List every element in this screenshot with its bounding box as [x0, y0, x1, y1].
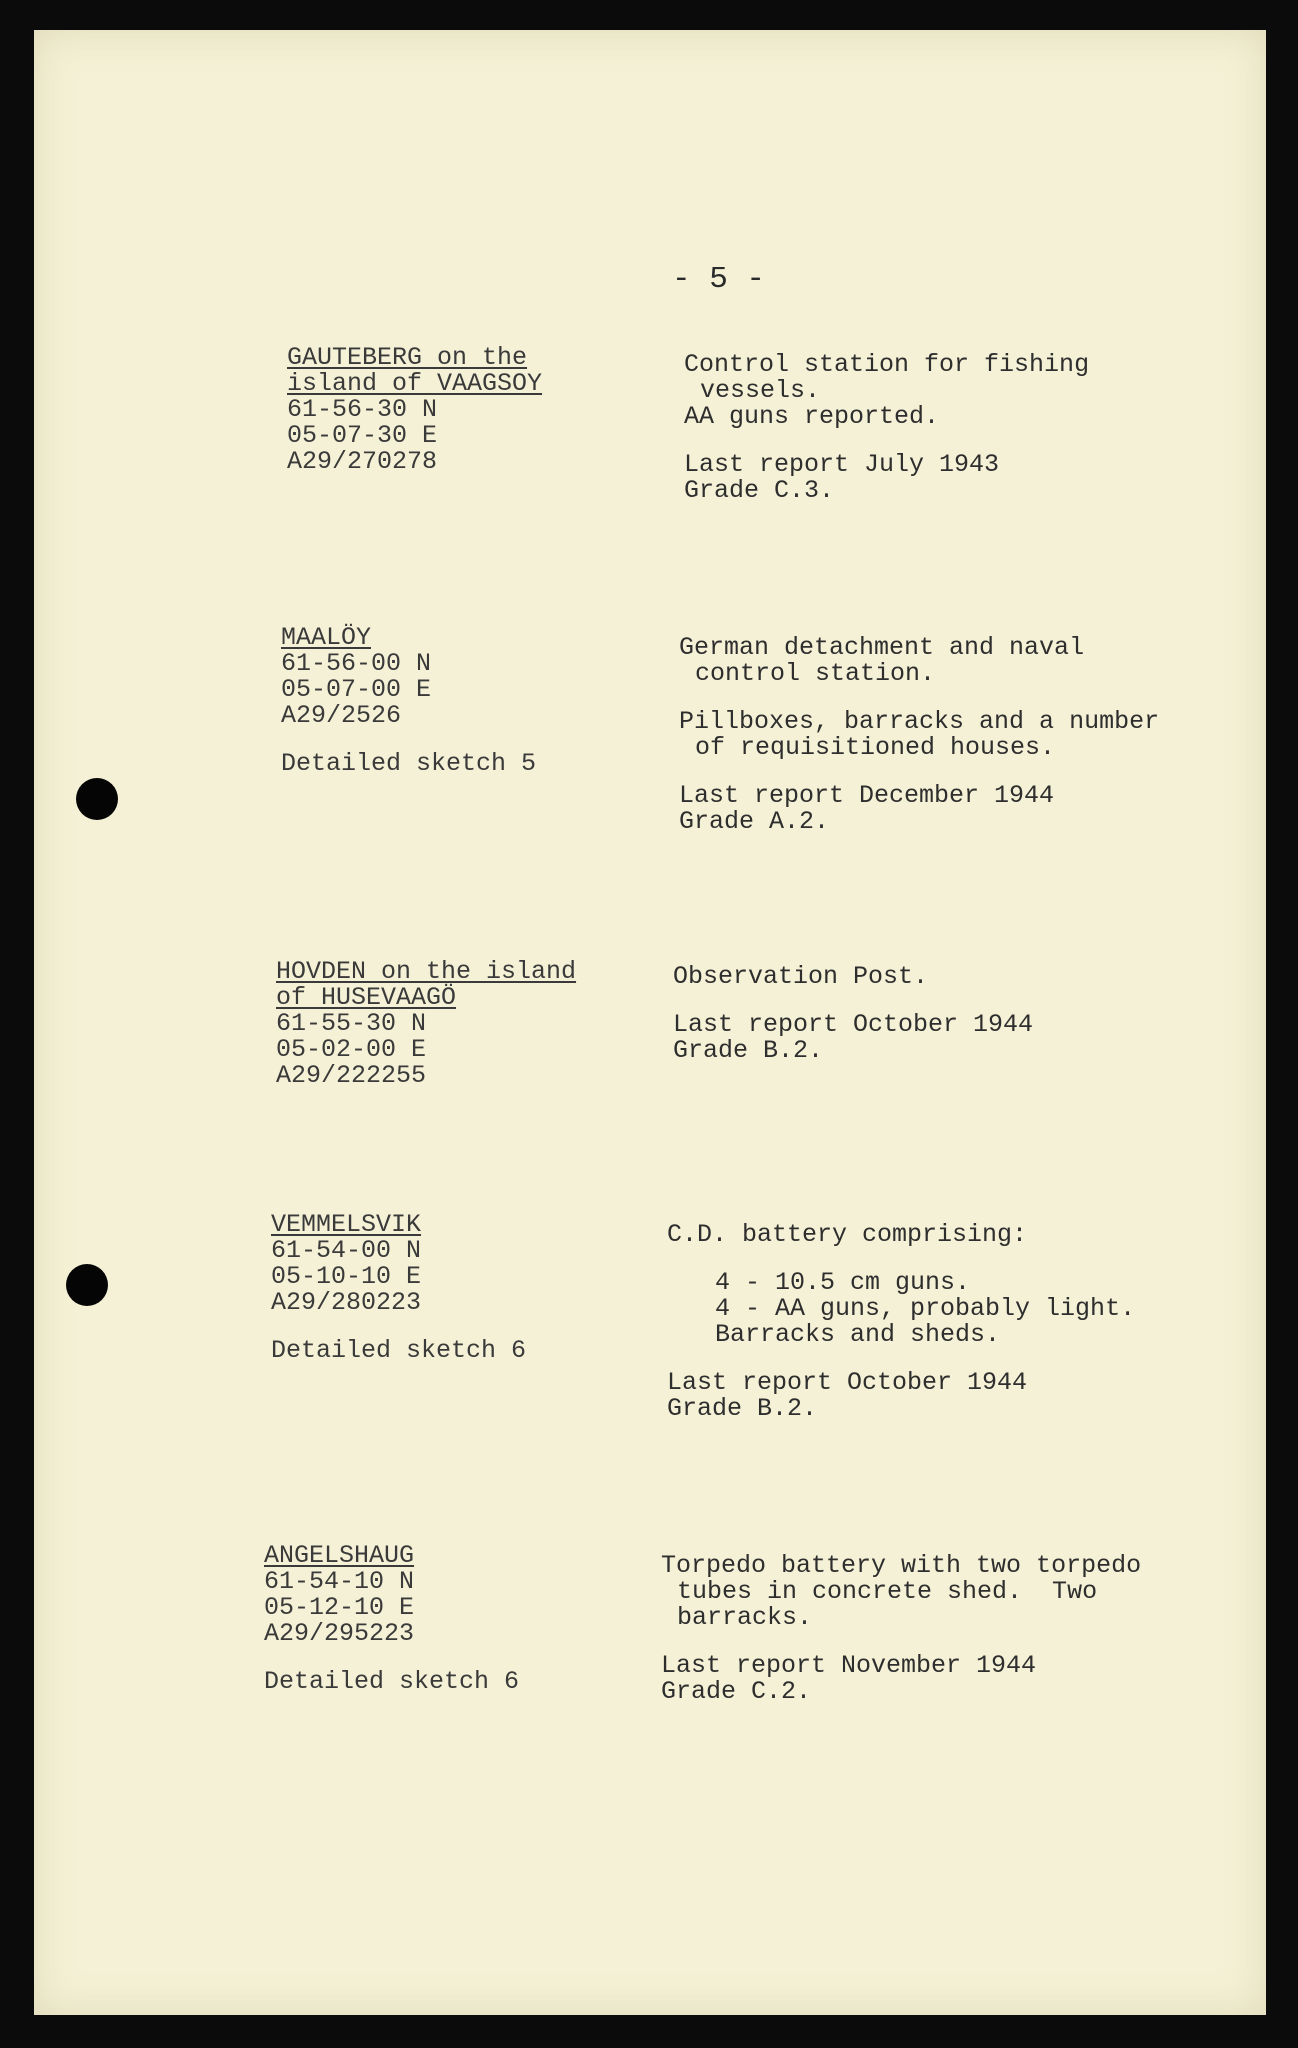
description-block — [684, 352, 1089, 504]
last-report: Last report October 1944 — [667, 1368, 1028, 1397]
location-name: HOVDEN on the island — [276, 957, 577, 986]
location-block — [271, 1212, 526, 1364]
page-number: - 5 - — [672, 262, 766, 297]
map-reference: A29/2526 — [281, 701, 402, 730]
description-line: tubes in concrete shed. Two — [677, 1577, 1098, 1606]
report-status — [684, 452, 1089, 504]
description-paragraph — [679, 709, 1159, 761]
latitude: 61-54-00 N — [271, 1236, 422, 1265]
description-line: AA guns reported. — [684, 402, 940, 431]
location-block — [264, 1543, 519, 1695]
description-paragraph — [667, 1270, 1135, 1348]
description-block — [673, 964, 1033, 1064]
punch-hole-upper — [76, 778, 118, 820]
location-name: VEMMELSVIK — [271, 1210, 422, 1239]
longitude: 05-07-00 E — [281, 675, 432, 704]
punch-hole-lower — [66, 1264, 108, 1306]
latitude: 61-56-30 N — [287, 395, 438, 424]
description-line: Control station for fishing — [684, 350, 1090, 379]
grade: Grade C.3. — [684, 476, 835, 505]
location-name: MAALÖY — [281, 623, 372, 652]
grade: Grade B.2. — [673, 1036, 824, 1065]
last-report: Last report November 1944 — [661, 1651, 1037, 1680]
report-status — [661, 1653, 1141, 1705]
map-reference: A29/270278 — [287, 447, 438, 476]
last-report: Last report July 1943 — [684, 450, 1000, 479]
description-paragraph — [667, 1222, 1135, 1248]
description-block — [661, 1553, 1141, 1705]
grade: Grade B.2. — [667, 1394, 818, 1423]
longitude: 05-12-10 E — [264, 1593, 415, 1622]
location-name: island of VAAGSOY — [287, 369, 543, 398]
map-reference: A29/222255 — [276, 1061, 427, 1090]
sketch-reference: Detailed sketch 5 — [281, 749, 537, 778]
description-block — [667, 1222, 1135, 1422]
longitude: 05-02-00 E — [276, 1035, 427, 1064]
description-line: control station. — [695, 659, 936, 688]
location-name: of HUSEVAAGÖ — [276, 983, 457, 1012]
description-line: Barracks and sheds. — [715, 1320, 1001, 1349]
description-line: vessels. — [700, 376, 821, 405]
description-line: German detachment and naval — [679, 633, 1085, 662]
report-status — [673, 1012, 1033, 1064]
description-paragraph — [684, 352, 1089, 430]
description-line: 4 - AA guns, probably light. — [715, 1294, 1136, 1323]
description-block — [679, 635, 1159, 835]
description-paragraph — [679, 635, 1159, 687]
longitude: 05-10-10 E — [271, 1262, 422, 1291]
report-status — [667, 1370, 1135, 1422]
grade: Grade C.2. — [661, 1677, 812, 1706]
description-line: C.D. battery comprising: — [667, 1220, 1028, 1249]
description-paragraph — [661, 1553, 1141, 1631]
last-report: Last report December 1944 — [679, 781, 1055, 810]
location-name: GAUTEBERG on the — [287, 343, 528, 372]
map-reference: A29/295223 — [264, 1619, 415, 1648]
description-line: Observation Post. — [673, 962, 929, 991]
last-report: Last report October 1944 — [673, 1010, 1034, 1039]
description-line: 4 - 10.5 cm guns. — [715, 1268, 971, 1297]
description-line: barracks. — [677, 1603, 813, 1632]
latitude: 61-56-00 N — [281, 649, 432, 678]
report-status — [679, 783, 1159, 835]
location-name: ANGELSHAUG — [264, 1541, 415, 1570]
sketch-reference: Detailed sketch 6 — [271, 1336, 527, 1365]
location-block — [281, 625, 536, 777]
longitude: 05-07-30 E — [287, 421, 438, 450]
latitude: 61-54-10 N — [264, 1567, 415, 1596]
document-page — [34, 30, 1266, 2015]
map-reference: A29/280223 — [271, 1288, 422, 1317]
description-line: Pillboxes, barracks and a number — [679, 707, 1160, 736]
sketch-reference: Detailed sketch 6 — [264, 1667, 520, 1696]
location-block — [276, 959, 576, 1089]
grade: Grade A.2. — [679, 807, 830, 836]
location-block — [287, 345, 542, 475]
description-paragraph — [673, 964, 1033, 990]
description-line: of requisitioned houses. — [695, 733, 1056, 762]
description-line: Torpedo battery with two torpedo — [661, 1551, 1142, 1580]
latitude: 61-55-30 N — [276, 1009, 427, 1038]
